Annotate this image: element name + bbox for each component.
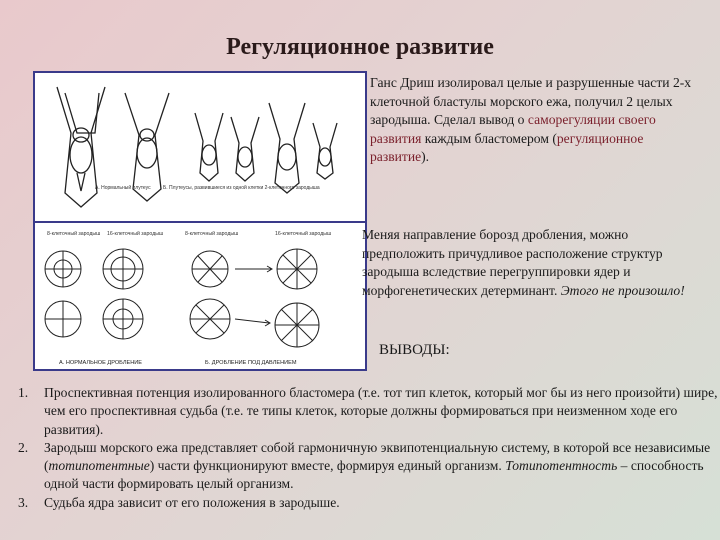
cleavage-label-2: 16-клеточный зародыш <box>107 231 164 237</box>
list-text-b: ) части функционируют вместе, формируя единый организм. <box>149 458 506 474</box>
totipotency-term: Тотипотентность <box>505 458 618 474</box>
cleavage-text: Меняя направление борозд дробления, можно предположить причудливое расположение структур зародыша вследствие перегруппировки ядер и морфогенетических детерминант. <box>362 227 663 298</box>
cleavage-label-4: 16-клеточный зародыш <box>275 231 332 237</box>
list-number: 2. <box>18 439 29 455</box>
list-text-c: – способность одной части формировать целый организм. <box>44 458 704 492</box>
self-regulation-term: саморегуляции своего развития <box>370 112 656 146</box>
pluteus-drawing <box>35 73 365 221</box>
list-item <box>18 439 718 494</box>
figure1-caption-a: А. Нормальный плутеус <box>95 185 151 191</box>
cleavage-drawing <box>35 223 365 369</box>
cleavage-paragraph <box>362 226 712 300</box>
list-item <box>18 384 718 439</box>
driesch-text-3: ). <box>421 149 430 164</box>
driesch-paragraph <box>370 74 705 167</box>
list-text-a: Зародыш морского ежа представляет собой гармоничную эквипотенциальную систему, в которой все независимые ( <box>44 439 711 474</box>
cleavage-figure <box>33 221 367 371</box>
driesch-text-2: каждым бластомером ( <box>421 130 557 146</box>
cleavage-caption-a: А. НОРМАЛЬНОЕ ДРОБЛЕНИЕ <box>59 360 143 366</box>
regulative-development-term: регуляционное развитие <box>370 130 644 164</box>
conclusions-heading: ВЫВОДЫ: <box>379 342 450 358</box>
list-text: Проспективная потенция изолированного бластомера (т.е. тот тип клеток, который мог бы из него произойти) шире, чем его проспективная судьба (т.е. те типы клеток, которые должны формироваться при неизменном ходе его развития). <box>44 385 718 437</box>
list-number: 1. <box>18 385 29 400</box>
cleavage-label-3: 8-клеточный зародыш <box>185 231 239 237</box>
list-item <box>18 494 718 512</box>
cleavage-italic-text: Этого не произошло! <box>560 282 685 298</box>
list-text: Судьба ядра зависит от его положения в зародыше. <box>44 494 340 510</box>
figure1-caption-b: Б. Плутеусы, развившиеся из одной клетки 2-клеточного зародыша <box>163 185 320 191</box>
cleavage-caption-b: Б. ДРОБЛЕНИЕ ПОД ДАВЛЕНИЕМ <box>205 360 297 366</box>
pluteus-figure <box>33 71 367 223</box>
page-title: Регуляционное развитие <box>226 34 494 60</box>
totipotent-term: тотипотентные <box>48 458 150 474</box>
cleavage-label-1: 8-клеточный зародыш <box>47 231 101 237</box>
list-number: 3. <box>18 494 29 510</box>
conclusions-list <box>18 384 718 512</box>
driesch-text-1: Ганс Дриш изолировал целые и разрушенные части 2-х клеточной бластулы морского ежа, получил 2 целых зародыша. Сделал вывод о <box>370 75 692 127</box>
